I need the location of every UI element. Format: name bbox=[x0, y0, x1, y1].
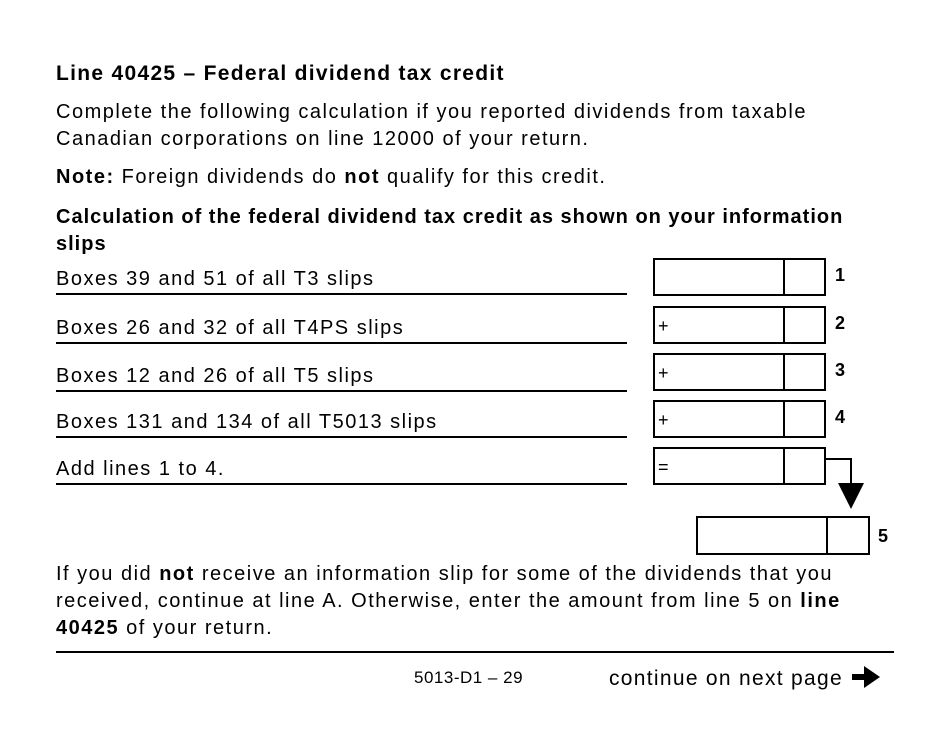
instruction-text-3: of your return. bbox=[119, 617, 274, 639]
cents-divider bbox=[783, 355, 785, 389]
note-paragraph bbox=[56, 164, 606, 191]
row-label-line-3: Boxes 12 and 26 of all T5 slips bbox=[56, 364, 627, 392]
form-page-id: 5013-D1 – 29 bbox=[414, 668, 524, 687]
instruction-text-2: receive an information slip for some of the dividends that you received, continue at line A. Otherwise, enter the amount from line 5 on bbox=[56, 563, 833, 612]
line-number-1: 1 bbox=[835, 265, 846, 285]
cents-divider bbox=[783, 308, 785, 342]
sign-line-2: + bbox=[658, 316, 669, 336]
instruction-emphasis-2: line 40425 bbox=[56, 590, 841, 639]
footer-divider bbox=[56, 651, 894, 653]
amount-field-line-3[interactable] bbox=[653, 353, 826, 391]
sign-line-4: + bbox=[658, 410, 669, 430]
amount-field-line-1[interactable] bbox=[653, 258, 826, 296]
note-text-before: Foreign dividends do bbox=[114, 166, 345, 188]
instruction-emphasis-1: not bbox=[159, 563, 195, 585]
continue-label: continue on next page bbox=[609, 667, 843, 690]
amount-field-sum[interactable] bbox=[653, 447, 826, 485]
line-number-5: 5 bbox=[878, 526, 889, 546]
down-arrow-icon bbox=[820, 455, 870, 515]
intro-paragraph: Complete the following calculation if you reported dividends from taxable Canadian corporations on line 12000 of your return. bbox=[56, 101, 807, 150]
line-number-2: 2 bbox=[835, 313, 846, 333]
instruction-paragraph bbox=[56, 561, 906, 642]
row-label-sum: Add lines 1 to 4. bbox=[56, 457, 627, 485]
line-number-4: 4 bbox=[835, 407, 846, 427]
note-emphasis: not bbox=[344, 166, 380, 188]
instruction-text-1: If you did bbox=[56, 563, 160, 585]
cents-divider bbox=[783, 449, 785, 483]
row-label-line-2: Boxes 26 and 32 of all T4PS slips bbox=[56, 316, 627, 344]
sign-line-3: + bbox=[658, 363, 669, 383]
calculation-subheading: Calculation of the federal dividend tax credit as shown on your information slips bbox=[56, 206, 844, 255]
cents-divider bbox=[783, 260, 785, 294]
row-label-line-4: Boxes 131 and 134 of all T5013 slips bbox=[56, 410, 627, 438]
cents-divider bbox=[783, 402, 785, 436]
cents-divider bbox=[826, 518, 828, 553]
amount-field-line-4[interactable] bbox=[653, 400, 826, 438]
row-label-line-1: Boxes 39 and 51 of all T3 slips bbox=[56, 267, 627, 295]
right-arrow-icon bbox=[852, 666, 880, 688]
sign-sum: = bbox=[658, 457, 669, 477]
note-label: Note: bbox=[56, 166, 115, 188]
section-heading: Line 40425 – Federal dividend tax credit bbox=[56, 62, 505, 85]
amount-field-line-5[interactable] bbox=[696, 516, 870, 555]
note-text-after: qualify for this credit. bbox=[380, 166, 607, 188]
amount-field-line-2[interactable] bbox=[653, 306, 826, 344]
line-number-3: 3 bbox=[835, 360, 846, 380]
continue-next-page bbox=[609, 666, 880, 691]
